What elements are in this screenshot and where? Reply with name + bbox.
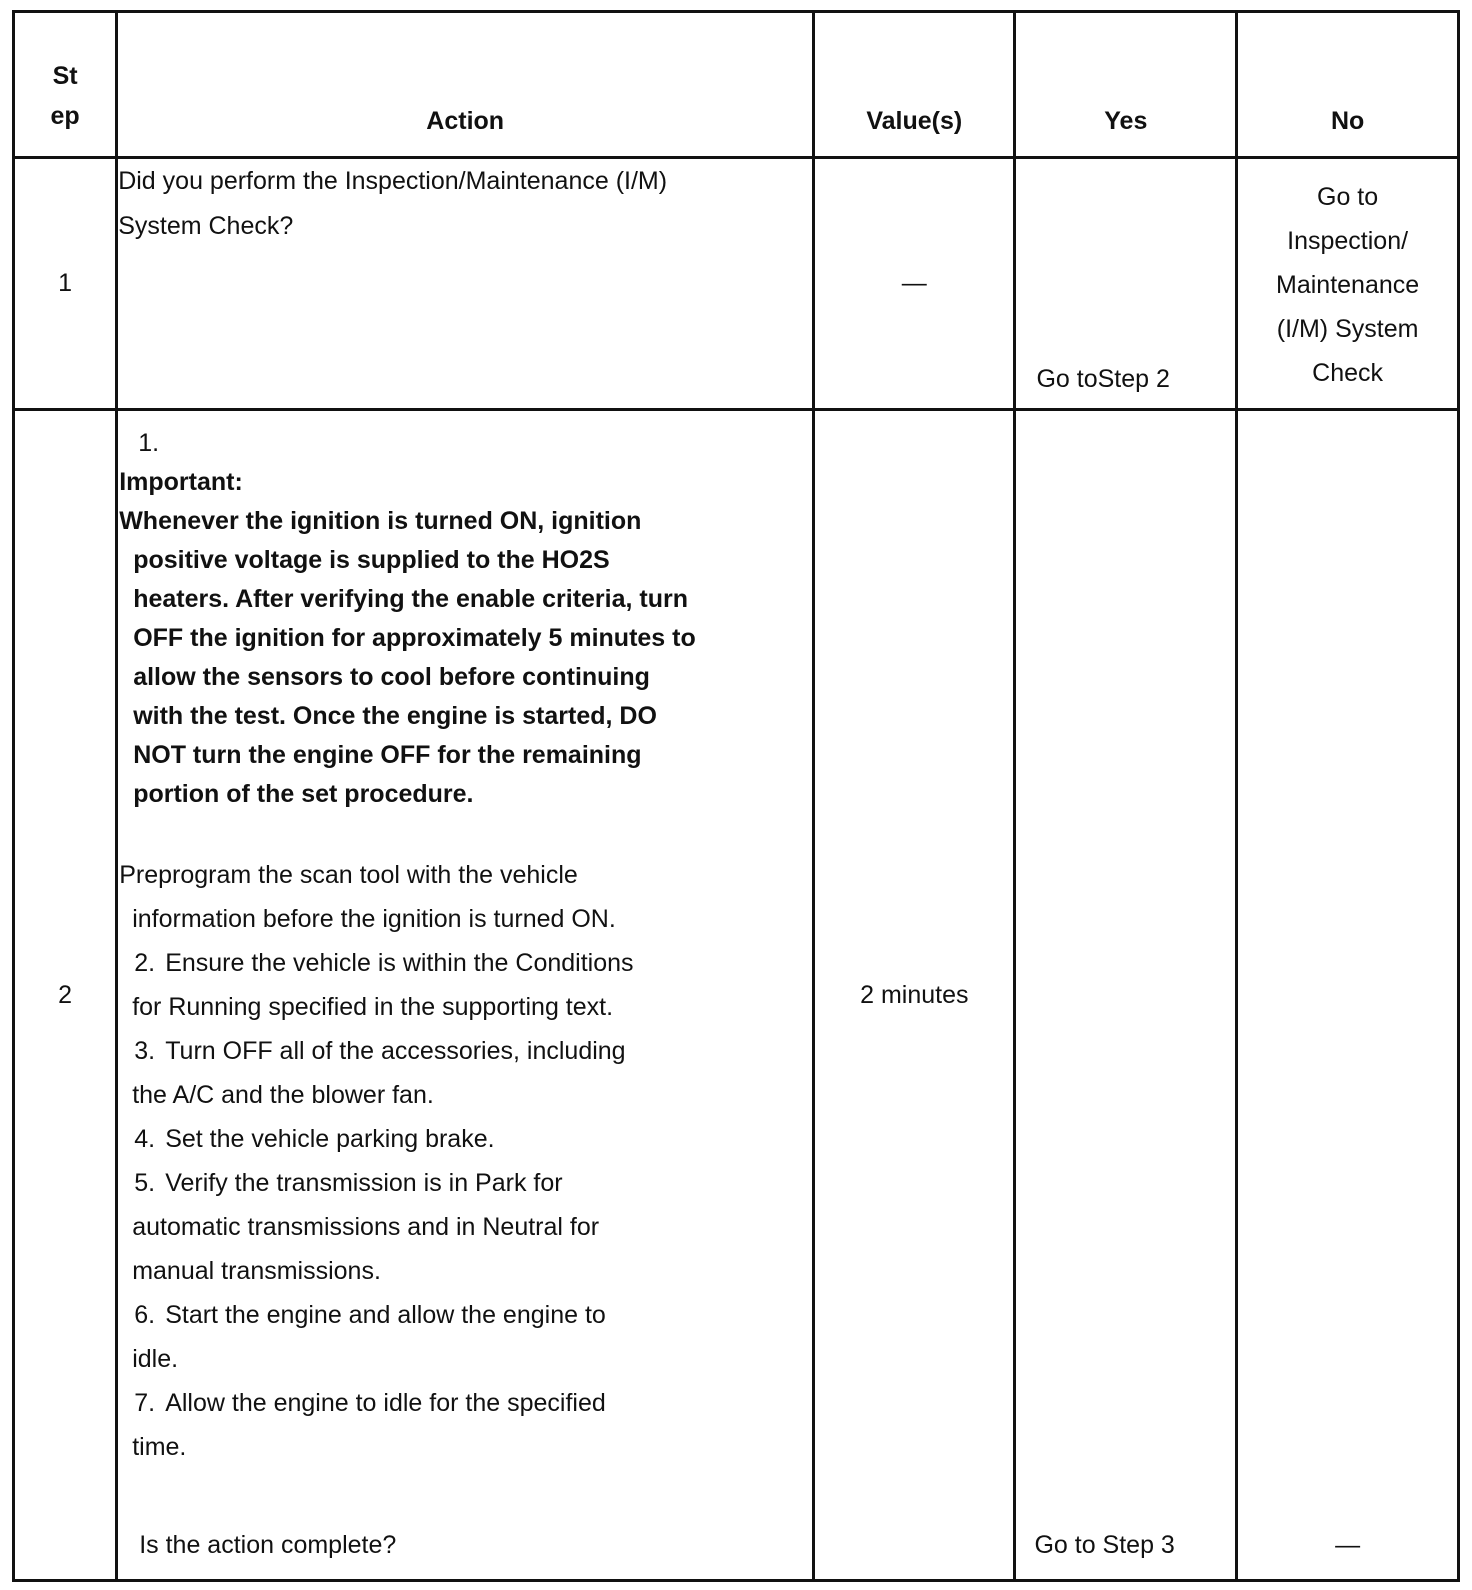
important-text: positive voltage is supplied to the HO2S — [133, 546, 610, 574]
no-text: Go to — [1317, 183, 1379, 211]
list-text: idle. — [132, 1345, 179, 1373]
list-number: 7. — [134, 1389, 156, 1417]
list-text: automatic transmissions and in Neutral for — [132, 1213, 600, 1241]
header-row — [14, 12, 1459, 158]
list-number: 6. — [134, 1301, 156, 1329]
action-cell — [117, 410, 814, 1581]
header-yes: Yes — [1015, 12, 1237, 158]
table-row — [14, 158, 1459, 410]
important-note — [118, 463, 812, 814]
list-text: Turn OFF all of the accessories, including — [165, 1037, 626, 1065]
header-no: No — [1237, 12, 1459, 158]
yes-cell: Go to Step 3 — [1015, 410, 1237, 1581]
header-step-line2: ep — [50, 102, 80, 130]
list-item — [118, 1029, 812, 1117]
no-text: (I/M) System — [1276, 315, 1419, 343]
list-text: Allow the engine to idle for the specified — [165, 1389, 606, 1417]
no-text: Maintenance — [1276, 271, 1420, 299]
value-cell: — — [814, 158, 1015, 410]
preprogram-line: Preprogram the scan tool with the vehicle — [119, 861, 578, 889]
list-text: the A/C and the blower fan. — [132, 1081, 434, 1109]
list-item — [118, 941, 812, 1029]
list-item — [118, 1293, 812, 1381]
list-number: 5. — [134, 1169, 156, 1197]
list-text: Set the vehicle parking brake. — [165, 1125, 495, 1153]
important-text: NOT turn the engine OFF for the remaining — [133, 741, 642, 769]
yes-cell: Go toStep 2 — [1015, 158, 1237, 410]
step-number: 2 — [14, 410, 117, 1581]
important-text: heaters. After verifying the enable criteria, turn — [133, 585, 689, 613]
table-row — [14, 410, 1459, 1581]
list-item — [118, 1381, 812, 1469]
preprogram-line: information before the ignition is turned ON. — [132, 905, 616, 933]
important-label: Important: — [119, 468, 243, 496]
important-text: Whenever the ignition is turned ON, ignition — [119, 507, 642, 535]
no-cell — [1237, 158, 1459, 410]
list-number: 1. — [138, 429, 160, 457]
list-item — [118, 1161, 812, 1293]
list-text: Ensure the vehicle is within the Conditions — [165, 949, 634, 977]
list-text: Verify the transmission is in Park for — [165, 1169, 563, 1197]
preprogram-text — [118, 853, 812, 941]
list-item — [118, 1117, 812, 1161]
list-number: 2. — [134, 949, 156, 977]
list-number: 4. — [134, 1125, 156, 1153]
no-text: Check — [1312, 359, 1384, 387]
important-text: with the test. Once the engine is started, DO — [133, 702, 657, 730]
list-text: manual transmissions. — [132, 1257, 381, 1285]
action-text: Did you perform the Inspection/Maintenance (I/M) — [118, 167, 668, 195]
list-text: time. — [132, 1433, 187, 1461]
header-step-line1: St — [52, 62, 78, 90]
action-text: System Check? — [118, 212, 294, 240]
no-cell: — — [1237, 410, 1459, 1581]
header-action: Action — [117, 12, 814, 158]
list-text: Start the engine and allow the engine to — [165, 1301, 606, 1329]
question-text: Is the action complete? — [139, 1531, 397, 1559]
value-cell: 2 minutes — [814, 410, 1015, 1581]
header-step — [14, 12, 117, 158]
important-text: allow the sensors to cool before continuing — [133, 663, 650, 691]
diagnostic-table — [12, 10, 1460, 1582]
important-text: OFF the ignition for approximately 5 minutes to — [133, 624, 696, 652]
step-number: 1 — [14, 158, 117, 410]
action-cell — [117, 158, 814, 410]
list-text: for Running specified in the supporting text. — [132, 993, 614, 1021]
no-text: Inspection/ — [1287, 227, 1409, 255]
important-text: portion of the set procedure. — [133, 780, 474, 808]
header-values: Value(s) — [814, 12, 1015, 158]
list-number: 3. — [134, 1037, 156, 1065]
